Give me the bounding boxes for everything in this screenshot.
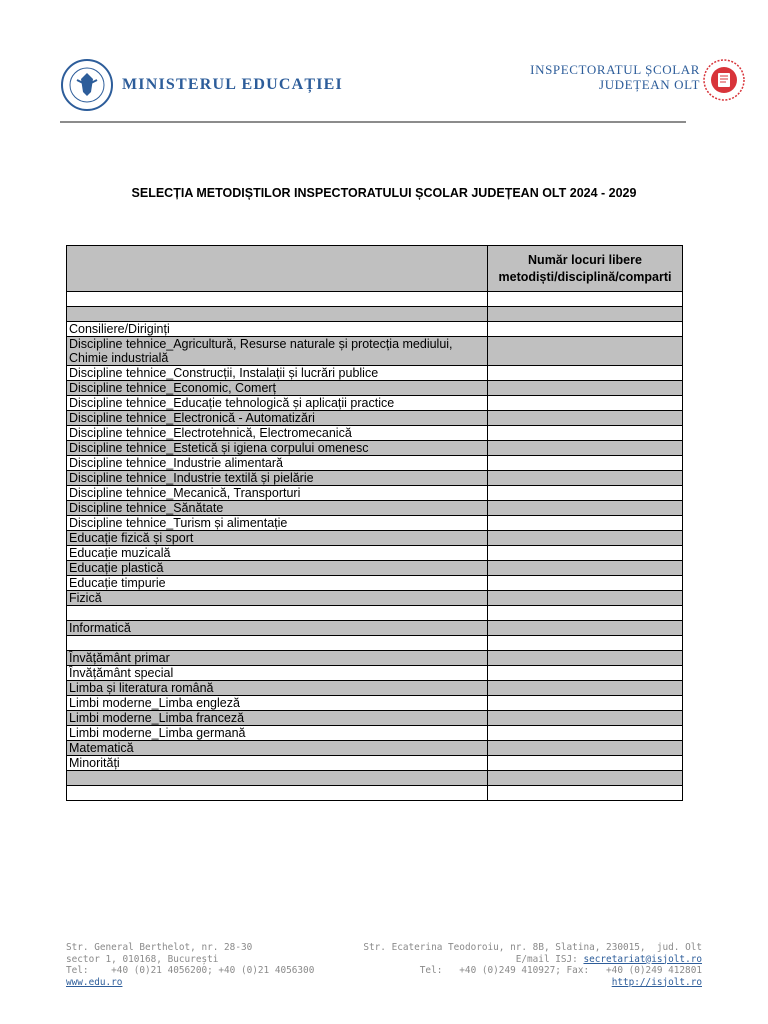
discipline-cell: Discipline tehnice_Sănătate	[67, 501, 488, 516]
table-row	[67, 456, 683, 471]
discipline-cell: Discipline tehnice_Mecanică, Transporturi	[67, 486, 488, 501]
discipline-cell: Discipline tehnice_Electronică - Automatizări	[67, 411, 488, 426]
discipline-cell	[67, 606, 488, 621]
discipline-cell: Educație plastică	[67, 561, 488, 576]
discipline-cell	[67, 292, 488, 307]
discipline-cell: Discipline tehnice_Educație tehnologică și aplicații practice	[67, 396, 488, 411]
places-cell	[488, 486, 683, 501]
places-cell	[488, 681, 683, 696]
places-cell	[488, 756, 683, 771]
table-row	[67, 651, 683, 666]
discipline-cell: Discipline tehnice_Turism și alimentație	[67, 516, 488, 531]
places-cell	[488, 292, 683, 307]
places-cell	[488, 337, 683, 366]
places-cell	[488, 696, 683, 711]
footer-left-phone: Tel: +40 (0)21 4056200; +40 (0)21 4056300	[66, 965, 315, 976]
footer-isj-contact	[363, 942, 702, 988]
table-row	[67, 396, 683, 411]
government-seal-icon	[60, 58, 114, 112]
table-row	[67, 531, 683, 546]
table-row	[67, 666, 683, 681]
discipline-cell	[67, 771, 488, 786]
discipline-cell: Discipline tehnice_Estetică și igiena corpului omenesc	[67, 441, 488, 456]
discipline-cell: Informatică	[67, 621, 488, 636]
table-row	[67, 546, 683, 561]
discipline-cell: Limba și literatura română	[67, 681, 488, 696]
places-cell	[488, 726, 683, 741]
places-cell	[488, 636, 683, 651]
footer-ministry-contact	[66, 942, 314, 988]
isj-name-line1: INSPECTORATUL ȘCOLAR	[530, 62, 700, 77]
discipline-cell: Discipline tehnice_Construcții, Instalații și lucrări publice	[67, 366, 488, 381]
table-row	[67, 621, 683, 636]
footer-left-website-link[interactable]: www.edu.ro	[66, 976, 123, 988]
table-row	[67, 337, 683, 366]
document-title: SELECȚIA METODIȘTILOR INSPECTORATULUI ȘCOLAR JUDEȚEAN OLT 2024 - 2029	[131, 186, 637, 200]
places-cell	[488, 322, 683, 337]
places-cell	[488, 576, 683, 591]
footer-right-address: Str. Ecaterina Teodoroiu, nr. 8B, Slatina, 230015, jud. Olt	[363, 942, 702, 953]
table-row	[67, 307, 683, 322]
places-cell	[488, 411, 683, 426]
isj-header	[530, 62, 700, 92]
places-cell	[488, 396, 683, 411]
header-divider	[60, 121, 686, 123]
header-places-line2: metodiști/disciplină/comparti	[498, 269, 672, 284]
ministry-name: MINISTERUL EDUCAȚIEI	[122, 76, 343, 93]
places-cell	[488, 531, 683, 546]
places-cell	[488, 381, 683, 396]
discipline-cell: Discipline tehnice_Agricultură, Resurse naturale și protecția mediului, Chimie industrială	[67, 337, 488, 366]
table-row	[67, 756, 683, 771]
discipline-cell: Matematică	[67, 741, 488, 756]
discipline-cell: Discipline tehnice_Industrie alimentară	[67, 456, 488, 471]
discipline-cell	[67, 636, 488, 651]
places-cell	[488, 606, 683, 621]
discipline-cell: Minorități	[67, 756, 488, 771]
places-cell	[488, 771, 683, 786]
places-cell	[488, 456, 683, 471]
header-cell-places	[488, 246, 683, 292]
table-row	[67, 561, 683, 576]
table-row	[67, 322, 683, 337]
table-row	[67, 681, 683, 696]
table-row	[67, 741, 683, 756]
places-cell	[488, 591, 683, 606]
places-cell	[488, 307, 683, 322]
places-cell	[488, 471, 683, 486]
methodists-table	[66, 245, 683, 801]
discipline-cell	[67, 786, 488, 801]
table-row	[67, 381, 683, 396]
table-row	[67, 636, 683, 651]
footer-left-city: sector 1, 010168, București	[66, 953, 219, 965]
places-cell	[488, 501, 683, 516]
places-cell	[488, 741, 683, 756]
discipline-cell: Consiliere/Diriginți	[67, 322, 488, 337]
discipline-cell: Învățământ special	[67, 666, 488, 681]
discipline-cell: Educație fizică și sport	[67, 531, 488, 546]
footer-right-website-link[interactable]: http://isjolt.ro	[611, 976, 702, 988]
discipline-cell: Educație timpurie	[67, 576, 488, 591]
discipline-cell: Educație muzicală	[67, 546, 488, 561]
discipline-cell: Limbi moderne_Limba franceză	[67, 711, 488, 726]
table-row	[67, 426, 683, 441]
places-cell	[488, 786, 683, 801]
table-row	[67, 591, 683, 606]
table-row	[67, 292, 683, 307]
places-cell	[488, 651, 683, 666]
table-row	[67, 486, 683, 501]
table-row	[67, 771, 683, 786]
places-cell	[488, 516, 683, 531]
table-row	[67, 696, 683, 711]
header-places-line1: Număr locuri libere	[528, 252, 642, 267]
isj-name-line2: JUDEȚEAN OLT	[599, 77, 700, 92]
table-row	[67, 411, 683, 426]
isj-logo-icon	[702, 58, 746, 102]
table-row	[67, 441, 683, 456]
table-row	[67, 576, 683, 591]
discipline-cell: Învățământ primar	[67, 651, 488, 666]
table-row	[67, 366, 683, 381]
table-row	[67, 606, 683, 621]
table-row	[67, 501, 683, 516]
discipline-cell: Discipline tehnice_Electrotehnică, Electromecanică	[67, 426, 488, 441]
header-cell-discipline	[67, 246, 488, 292]
discipline-cell: Discipline tehnice_Industrie textilă și pielărie	[67, 471, 488, 486]
table-row	[67, 726, 683, 741]
discipline-cell: Limbi moderne_Limba germană	[67, 726, 488, 741]
footer-right-email-link[interactable]: secretariat@isjolt.ro	[583, 953, 702, 965]
ministry-header	[60, 58, 343, 112]
table-row	[67, 516, 683, 531]
places-cell	[488, 441, 683, 456]
footer-right-phone: Tel: +40 (0)249 410927; Fax: +40 (0)249 412801	[419, 965, 702, 976]
discipline-cell	[67, 307, 488, 322]
places-cell	[488, 561, 683, 576]
places-cell	[488, 621, 683, 636]
footer-right-email-label: E/mail ISJ:	[515, 953, 584, 965]
footer-left-address: Str. General Berthelot, nr. 28-30	[66, 942, 253, 953]
discipline-cell: Fizică	[67, 591, 488, 606]
places-cell	[488, 546, 683, 561]
table-header-row	[67, 246, 683, 292]
places-cell	[488, 711, 683, 726]
discipline-cell: Limbi moderne_Limba engleză	[67, 696, 488, 711]
places-cell	[488, 426, 683, 441]
discipline-cell: Discipline tehnice_Economic, Comerț	[67, 381, 488, 396]
places-cell	[488, 366, 683, 381]
places-cell	[488, 666, 683, 681]
table-row	[67, 471, 683, 486]
table-row	[67, 786, 683, 801]
table-row	[67, 711, 683, 726]
